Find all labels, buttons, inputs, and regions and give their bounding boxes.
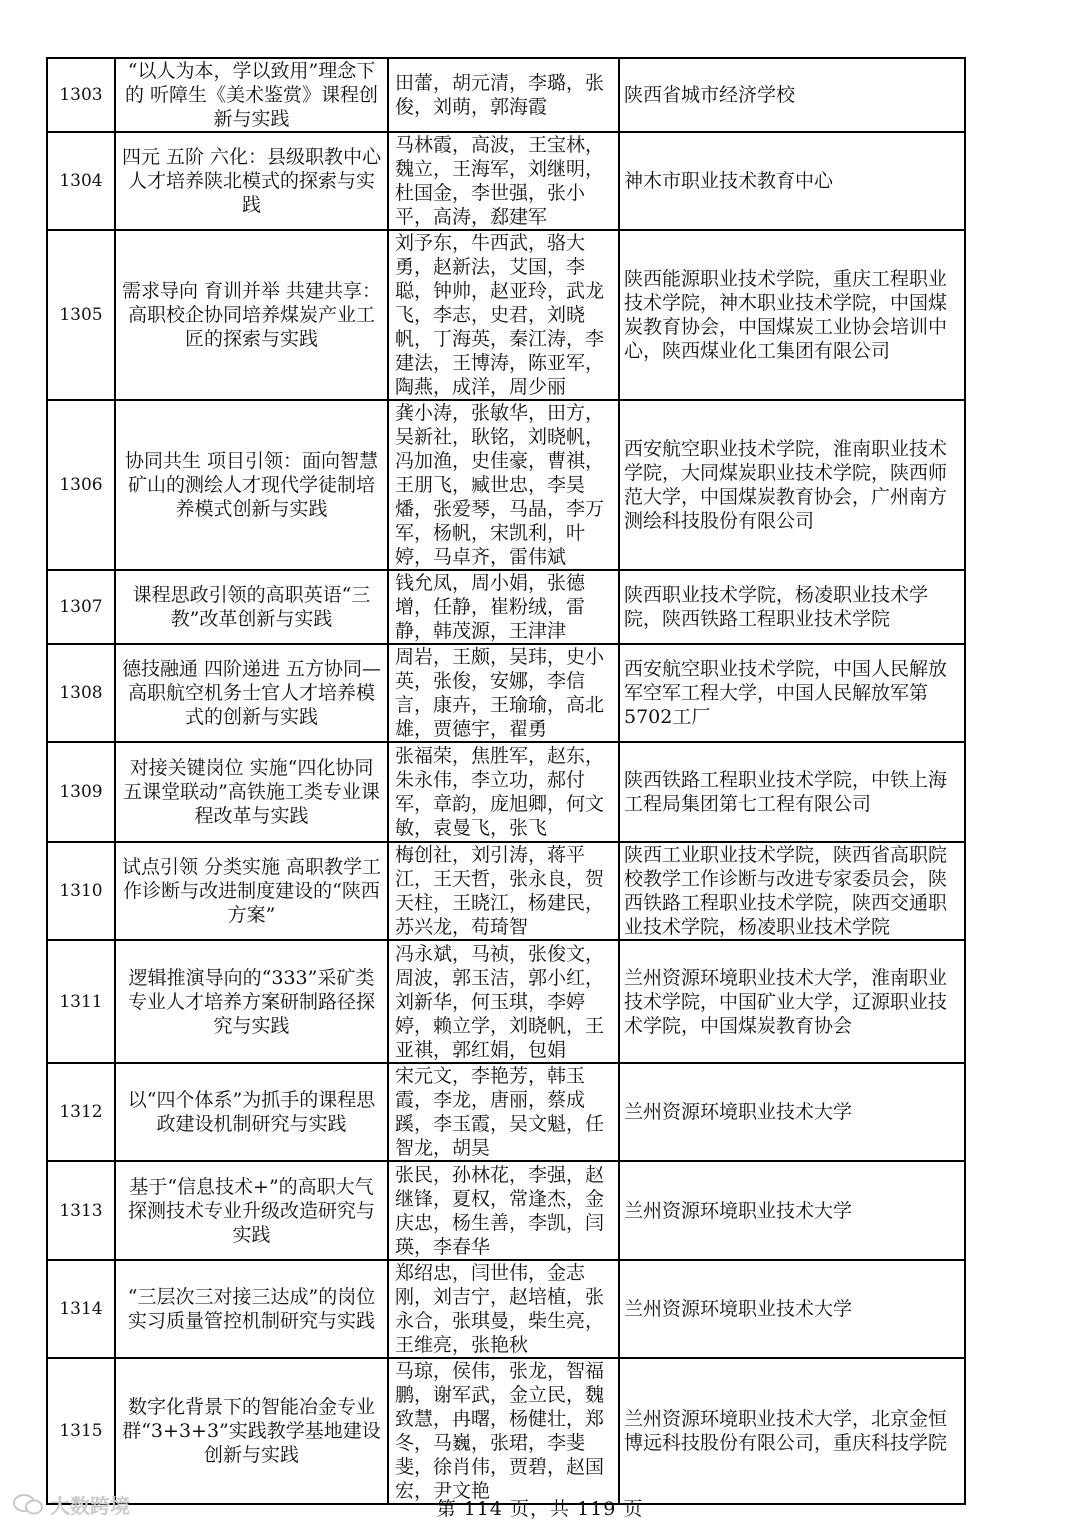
table-body [47, 58, 965, 1504]
team-members: 梅创社，刘引涛，蒋平江，王天哲，张永良，贺天柱，王晓江，杨建民，苏兴龙，苟琦智 [388, 842, 619, 940]
team-members: 张民，孙林花，李强，赵继锋，夏权，常逢杰，金庆忠，杨生善，李凯，闫瑛，李春华 [388, 1161, 619, 1260]
row-number: 1314 [47, 1260, 115, 1358]
project-title: 对接关键岗位 实施“四化协同 五课堂联动”高铁施工类专业课程改革与实践 [115, 742, 388, 842]
table-row [47, 1358, 965, 1504]
project-title: 课程思政引领的高职英语“三教”改革创新与实践 [115, 570, 388, 644]
row-number: 1303 [47, 58, 115, 132]
team-members: 马林霞，高波，王宝林，魏立，王海军，刘继明，杜国金，李世强，张小平，高涛，郄建军 [388, 132, 619, 230]
table-row [47, 842, 965, 940]
row-number: 1315 [47, 1358, 115, 1504]
project-title: 协同共生 项目引领：面向智慧矿山的测绘人才现代学徒制培养模式创新与实践 [115, 400, 388, 570]
institutions: 神木市职业技术教育中心 [619, 132, 965, 230]
table-row [47, 570, 965, 644]
row-number: 1304 [47, 132, 115, 230]
project-title: 以“四个体系”为抓手的课程思政建设机制研究与实践 [115, 1063, 388, 1161]
institutions: 陕西职业技术学院，杨凌职业技术学院，陕西铁路工程职业技术学院 [619, 570, 965, 644]
table-row [47, 58, 965, 132]
row-number: 1312 [47, 1063, 115, 1161]
row-number: 1306 [47, 400, 115, 570]
institutions: 西安航空职业技术学院，淮南职业技术学院，大同煤炭职业技术学院，陕西师范大学，中国煤炭教育协会，广州南方测绘科技股份有限公司 [619, 400, 965, 570]
table-row [47, 742, 965, 842]
institutions: 陕西省城市经济学校 [619, 58, 965, 132]
team-members: 冯永斌，马祯，张俊文，周波，郭玉洁，郭小红，刘新华，何玉琪，李婷婷，赖立学，刘晓帆，王亚祺，郭红娟，包娟 [388, 940, 619, 1063]
project-title: 数字化背景下的智能冶金专业群“3+3+3”实践教学基地建设创新与实践 [115, 1358, 388, 1504]
project-title: 基于“信息技术+”的高职大气探测技术专业升级改造研究与实践 [115, 1161, 388, 1260]
results-table [46, 57, 966, 1505]
table-row [47, 644, 965, 742]
table-row [47, 1161, 965, 1260]
row-number: 1307 [47, 570, 115, 644]
row-number: 1310 [47, 842, 115, 940]
team-members: 龚小涛，张敏华，田方，吴新社，耿铭，刘晓帆，冯加渔，史佳豪，曹祺，王朋飞，臧世忠，李昊燔，张爱琴，马晶，李万军，杨帆，宋凯利，叶婷，马卓齐，雷伟斌 [388, 400, 619, 570]
team-members: 张福荣，焦胜军，赵东，朱永伟，李立功，郝付军，章韵，庞旭卿，何文敏，袁曼飞，张飞 [388, 742, 619, 842]
project-title: 四元 五阶 六化：县级职教中心人才培养陕北模式的探索与实践 [115, 132, 388, 230]
project-title: 需求导向 育训并举 共建共享：高职校企协同培养煤炭产业工匠的探索与实践 [115, 230, 388, 400]
project-title: 逻辑推演导向的“333”采矿类专业人才培养方案研制路径探究与实践 [115, 940, 388, 1063]
row-number: 1309 [47, 742, 115, 842]
project-title: “三层次三对接三达成”的岗位实习质量管控机制研究与实践 [115, 1260, 388, 1358]
table-row [47, 400, 965, 570]
table-row [47, 1063, 965, 1161]
watermark-text: 大数跨境 [50, 1494, 130, 1518]
row-number: 1313 [47, 1161, 115, 1260]
table-row [47, 132, 965, 230]
team-members: 马琼，侯伟，张龙，智福鹏，谢军武，金立民，魏致慧，冉曙，杨健壮，郑冬，马巍，张珺，李斐斐，徐肖伟，贾碧，赵国宏，尹文艳 [388, 1358, 619, 1504]
team-members: 刘予东，牛西武，骆大勇，赵新法，艾国，李聪，钟帅，赵亚玲，武龙飞，李志，史君，刘晓帆，丁海英，秦江涛，李建法，王博涛，陈亚军，陶燕，成洋，周少丽 [388, 230, 619, 400]
team-members: 田蕾，胡元清，李璐，张俊，刘萌，郭海霞 [388, 58, 619, 132]
institutions: 陕西铁路工程职业技术学院，中铁上海工程局集团第七工程有限公司 [619, 742, 965, 842]
team-members: 钱允凤，周小娟，张德增，任静，崔粉绒，雷静，韩茂源，王津津 [388, 570, 619, 644]
team-members: 郑绍忠，闫世伟，金志刚，刘吉宁，赵培植，张永合，张琪曼，柴生亮，王维亮，张艳秋 [388, 1260, 619, 1358]
team-members: 宋元文，李艳芳，韩玉霞，李龙，唐丽，蔡成蹊，李玉霞，吴文魁，任智龙，胡昊 [388, 1063, 619, 1161]
institutions: 兰州资源环境职业技术大学 [619, 1161, 965, 1260]
page-footer: 第 114 页，共 119 页 [436, 1498, 644, 1520]
institutions: 西安航空职业技术学院，中国人民解放军空军工程大学，中国人民解放军第5702工厂 [619, 644, 965, 742]
institutions: 兰州资源环境职业技术大学，北京金恒博远科技股份有限公司，重庆科技学院 [619, 1358, 965, 1504]
project-title: 试点引领 分类实施 高职教学工作诊断与改进制度建设的“陕西方案” [115, 842, 388, 940]
table-row [47, 230, 965, 400]
row-number: 1308 [47, 644, 115, 742]
institutions: 兰州资源环境职业技术大学 [619, 1063, 965, 1161]
institutions: 陕西能源职业技术学院，重庆工程职业技术学院，神木职业技术学院，中国煤炭教育协会，中国煤炭工业协会培训中心，陕西煤业化工集团有限公司 [619, 230, 965, 400]
table-row [47, 940, 965, 1063]
project-title: 德技融通 四阶递进 五方协同—高职航空机务士官人才培养模式的创新与实践 [115, 644, 388, 742]
institutions: 兰州资源环境职业技术大学，淮南职业技术学院，中国矿业大学，辽源职业技术学院，中国煤炭教育协会 [619, 940, 965, 1063]
row-number: 1311 [47, 940, 115, 1063]
institutions: 陕西工业职业技术学院，陕西省高职院校教学工作诊断与改进专家委员会，陕西铁路工程职业技术学院，陕西交通职业技术学院，杨凌职业技术学院 [619, 842, 965, 940]
institutions: 兰州资源环境职业技术大学 [619, 1260, 965, 1358]
team-members: 周岩，王颇，吴玮，史小英，张俊，安娜，李信言，康卉，王瑜瑜，高北雄，贾德宇，翟勇 [388, 644, 619, 742]
project-title: “以人为本，学以致用”理念下的 听障生《美术鉴赏》课程创新与实践 [115, 58, 388, 132]
row-number: 1305 [47, 230, 115, 400]
table-row [47, 1260, 965, 1358]
